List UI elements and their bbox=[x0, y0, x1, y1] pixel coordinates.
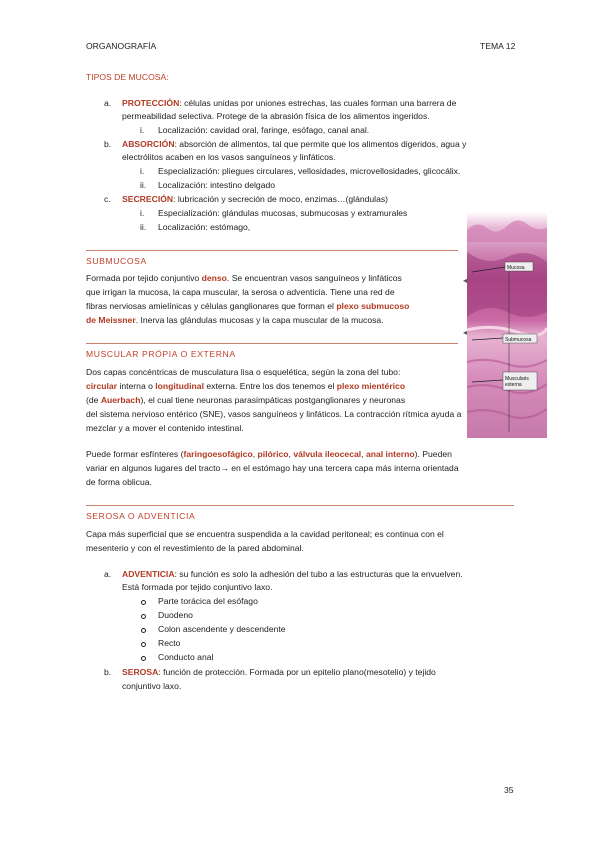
bullet-icon bbox=[141, 628, 146, 633]
figure-label-mucosa: Mucosa bbox=[507, 265, 525, 271]
text: : lubricación y secreción de moco, enzimas…(glándulas) bbox=[173, 194, 389, 204]
list-item-absorcion bbox=[122, 138, 466, 151]
keyword: válvula ileocecal bbox=[293, 449, 362, 459]
keyword: longitudinal bbox=[155, 381, 204, 391]
sublist-item: Especialización: pliegues circulares, vellosidades, microvellosidades, glicocálix. bbox=[158, 166, 461, 176]
sublist-item: Especialización: glándulas mucosas, submucosas y extramurales bbox=[158, 208, 408, 218]
text: : absorción de alimentos, tal que permite que los alimentos digeridos, agua y bbox=[174, 139, 467, 149]
list-item-proteccion bbox=[122, 97, 456, 110]
section-title-muscular: MUSCULAR PRÓPIA O EXTERNA bbox=[86, 349, 236, 359]
keyword: denso bbox=[201, 273, 227, 283]
section-rule bbox=[86, 505, 514, 506]
section-rule bbox=[86, 343, 458, 344]
paragraph-line: de forma oblicua. bbox=[86, 477, 152, 487]
paragraph-line bbox=[86, 272, 514, 285]
text: , bbox=[288, 449, 294, 459]
text: : su función es solo la adhesión del tubo a las estructuras que la envuelven. bbox=[174, 569, 463, 579]
list-marker: a. bbox=[104, 98, 112, 108]
text: ), el cual tiene neuronas parasimpáticas postganglionares y neuronas bbox=[140, 395, 406, 405]
bullet-icon bbox=[141, 600, 146, 605]
list-item-text: electrólitos acaben en los vasos sanguíneos y linfáticos. bbox=[122, 152, 336, 162]
list-item-text: conjuntivo laxo. bbox=[122, 681, 182, 691]
sublist-item: Localización: intestino delgado bbox=[158, 180, 276, 190]
keyword: Auerbach bbox=[100, 395, 141, 405]
keyword: plexo mientérico bbox=[336, 381, 406, 391]
paragraph-line bbox=[86, 394, 514, 407]
arrow-icon: ◂ bbox=[463, 276, 468, 285]
list-marker: b. bbox=[104, 667, 112, 677]
sublist-item: Colon ascendente y descendente bbox=[158, 624, 286, 634]
paragraph-line: mezclar y a mover el contenido intestinal. bbox=[86, 423, 244, 433]
paragraph-line bbox=[86, 300, 514, 313]
text: : función de protección. Formada por un epitelio plano(mesotelio) y tejido bbox=[158, 667, 436, 677]
bullet-icon bbox=[141, 656, 146, 661]
sublist-item: Localización: estómago, bbox=[158, 222, 251, 232]
keyword: SEROSA bbox=[122, 667, 159, 677]
paragraph-line bbox=[86, 448, 514, 461]
figure-label-submucosa: Submucosa bbox=[505, 337, 532, 343]
keyword: pilórico bbox=[257, 449, 289, 459]
text: externa. Entre los dos tenemos el bbox=[203, 381, 337, 391]
keyword: ABSORCIÓN bbox=[122, 139, 175, 149]
sublist-marker: i. bbox=[140, 208, 145, 218]
text: (de bbox=[86, 395, 101, 405]
text: fibras nerviosas amielínicas y células ganglionares que forman el bbox=[86, 301, 337, 311]
keyword: plexo submucoso bbox=[336, 301, 410, 311]
list-marker: b. bbox=[104, 139, 112, 149]
keyword: de Meissner bbox=[86, 315, 136, 325]
sublist-marker: ii. bbox=[140, 222, 147, 232]
keyword: PROTECCIÓN bbox=[122, 98, 180, 108]
arrow-icon: ◂ bbox=[463, 328, 468, 337]
list-item-serosa bbox=[122, 666, 436, 679]
sublist-item: Parte torácica del esófago bbox=[158, 596, 258, 606]
text: Puede formar esfínteres ( bbox=[86, 449, 184, 459]
paragraph-line: variar en algunos lugares del tracto→ en el estómago hay una tercera capa más interna orientada bbox=[86, 463, 459, 473]
text: Formada por tejido conjuntivo bbox=[86, 273, 202, 283]
list-item-text: Está formada por tejido conjuntivo laxo. bbox=[122, 582, 273, 592]
sublist-marker: i. bbox=[140, 166, 145, 176]
list-marker: c. bbox=[104, 194, 111, 204]
sublist-marker: ii. bbox=[140, 180, 147, 190]
text: : células unidas por uniones estrechas, las cuales forman una barrera de bbox=[179, 98, 457, 108]
page-number: 35 bbox=[504, 785, 514, 795]
keyword: faringoesofágico bbox=[183, 449, 253, 459]
header-title: ORGANOGRAFÍA bbox=[86, 41, 157, 51]
keyword: circular bbox=[86, 381, 118, 391]
histology-image bbox=[467, 212, 547, 438]
text: . Se encuentran vasos sanguíneos y linfáticos bbox=[226, 273, 402, 283]
text: . Inerva las glándulas mucosas y la capa muscular de la mucosa. bbox=[135, 315, 384, 325]
sublist-item: Localización: cavidad oral, faringe, esófago, canal anal. bbox=[158, 125, 370, 135]
list-item-adventicia bbox=[122, 568, 463, 581]
keyword: SECRECIÓN bbox=[122, 194, 174, 204]
list-item-text: permeabilidad selectiva. Protege de la abrasión física de los alimentos ingeridos. bbox=[122, 111, 430, 121]
bullet-icon bbox=[141, 614, 146, 619]
paragraph-line bbox=[86, 314, 514, 327]
paragraph-line: Capa más superficial que se encuentra suspendida a la cavidad peritoneal; es continua con el bbox=[86, 529, 444, 539]
sublist-item: Conducto anal bbox=[158, 652, 214, 662]
section-rule bbox=[86, 250, 458, 251]
keyword: ADVENTICIA bbox=[122, 569, 175, 579]
sublist-item: Duodeno bbox=[158, 610, 193, 620]
list-item-secrecion bbox=[122, 193, 388, 206]
figure-label-muscularis: Muscularis externa bbox=[505, 376, 529, 388]
text: , bbox=[252, 449, 258, 459]
section-title-serosa: SEROSA O ADVENTICIA bbox=[86, 511, 196, 521]
sublist-item: Recto bbox=[158, 638, 181, 648]
paragraph-line: que irrigan la mucosa, la capa muscular, la serosa o adventicia. Tiene una red de bbox=[86, 287, 395, 297]
paragraph-line: mesenterio y con el revestimiento de la pared abdominal. bbox=[86, 543, 304, 553]
text: ). Pueden bbox=[414, 449, 452, 459]
paragraph-line: del sistema nervioso entérico (SNE), vasos sanguíneos y linfáticos. La contracción rítmica ayuda a bbox=[86, 409, 462, 419]
keyword: anal interno bbox=[365, 449, 415, 459]
bullet-icon bbox=[141, 642, 146, 647]
text: interna o bbox=[117, 381, 156, 391]
histology-illustration bbox=[467, 212, 547, 438]
header-chapter: TEMA 12 bbox=[480, 41, 516, 51]
sublist-marker: i. bbox=[140, 125, 145, 135]
paragraph-line: Dos capas concéntricas de musculatura lisa o esquelética, según la zona del tubo: bbox=[86, 367, 401, 377]
list-marker: a. bbox=[104, 569, 112, 579]
section-title-tipos: TIPOS DE MUCOSA: bbox=[86, 72, 169, 82]
text: , bbox=[361, 449, 366, 459]
paragraph-line bbox=[86, 380, 514, 393]
section-title-submucosa: SUBMUCOSA bbox=[86, 256, 147, 266]
